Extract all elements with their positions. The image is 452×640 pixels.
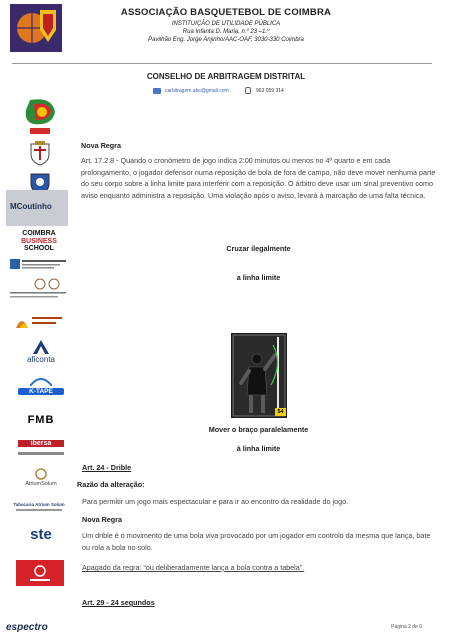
tabacaria-logo: Tabacaria Atrium Solum: [10, 502, 68, 514]
razao-heading: Razão da alteração:: [77, 480, 145, 489]
ktape-logo: K-TAPE: [18, 388, 64, 395]
email-link[interactable]: carbitragem.abc@gmail.com: [165, 88, 229, 94]
header-divider: [12, 63, 432, 64]
mcoutinho-logo: MCoutinho: [6, 190, 68, 226]
nova-regra-heading-1: Nova Regra: [81, 141, 121, 150]
ibersa-logo: ibersa: [18, 440, 64, 447]
red-sponsor-logo: [16, 560, 64, 586]
phone-icon: [245, 87, 251, 94]
institution-status: INSTITUIÇÃO DE UTILIDADE PÚBLICA: [171, 21, 281, 27]
atrium-symbol: [34, 468, 48, 480]
art-24-heading: Art. 24 - Drible: [82, 463, 132, 472]
address-pavilion: Pavilhão Eng. Jorge Anjinho/AAC-OAF, 3030-330 Coimbra: [148, 37, 304, 43]
razao-paragraph: Para permitir um jogo mais espectacular e para ir ao encontro da realidade do jogo.: [82, 497, 349, 506]
page-number: Página 2 de 6: [391, 624, 422, 630]
referee-signal-pictogram: [231, 333, 287, 418]
fmb-logo: FMB: [27, 414, 55, 426]
escola-tecnologia-logo: [10, 258, 68, 270]
caption-mover-2: à linha limite: [236, 444, 281, 453]
afiiconta-logo: aficonta: [26, 355, 56, 364]
escola-educacao-logo: [14, 314, 64, 330]
municipal-crest: [28, 140, 52, 166]
referee-figure-icon: [231, 333, 287, 418]
ste-logo: ste: [30, 526, 52, 543]
coimbra-business-school-logo: COIMBRA BUSINESS SCHOOL: [21, 230, 57, 252]
drible-paragraph: Um drible é o movimento de uma bola viva provocado por um jogador em controlo da mesma que lança, bate ou rola a bola no solo.: [82, 531, 431, 552]
council-title: CONSELHO DE ARBITRAGEM DISTRITAL: [146, 72, 306, 81]
faculdade-desporto-logo: [10, 278, 68, 300]
association-title: ASSOCIAÇÃO BASQUETEBOL DE COIMBRA: [120, 7, 332, 18]
fpb-logo: [22, 96, 58, 138]
pictogram-number: 54: [275, 408, 286, 416]
phone-number: 963 059 314: [256, 88, 284, 94]
afiiconta-symbol: [32, 340, 50, 354]
caption-cruzar-2: a linha limite: [236, 273, 281, 282]
address-street: Rua Infanta D. Maria, n.º 23 –1.º: [182, 29, 270, 35]
caption-mover-1: Mover o braço paralelamente: [208, 425, 309, 434]
art-29-heading: Art. 29 - 24 segundos: [82, 598, 155, 607]
espectro-logo: espectro: [6, 622, 48, 633]
ktape-symbol: [30, 376, 52, 386]
nova-regra-heading-2: Nova Regra: [82, 515, 122, 524]
caption-cruzar-1: Cruzar ilegalmente: [226, 244, 291, 253]
apagado-paragraph: Apagado da regra: “ou deliberadamente lança a bola contra a tabela”.: [82, 563, 305, 572]
art-17-paragraph: Art. 17.2.8 - Quando o cronómetro de jogo indica 2:00 minutos ou menos no 4º quarto e em cada prolongamento, o jogador defensor numa reposição de bola de fora de campo, não deve mover nenhuma parte do seu corpo sobre a linha limite para interferir com a reposição. O árbitro deve usar um sinal preventivo como aviso enquanto administra a reposição. Uma violação após o aviso, levará à marcação de uma falta técnica.: [81, 156, 436, 200]
ibersa-tagline: [18, 452, 64, 455]
email-icon: [153, 88, 161, 94]
atrium-solum-logo: AtriumSolum: [25, 481, 57, 487]
